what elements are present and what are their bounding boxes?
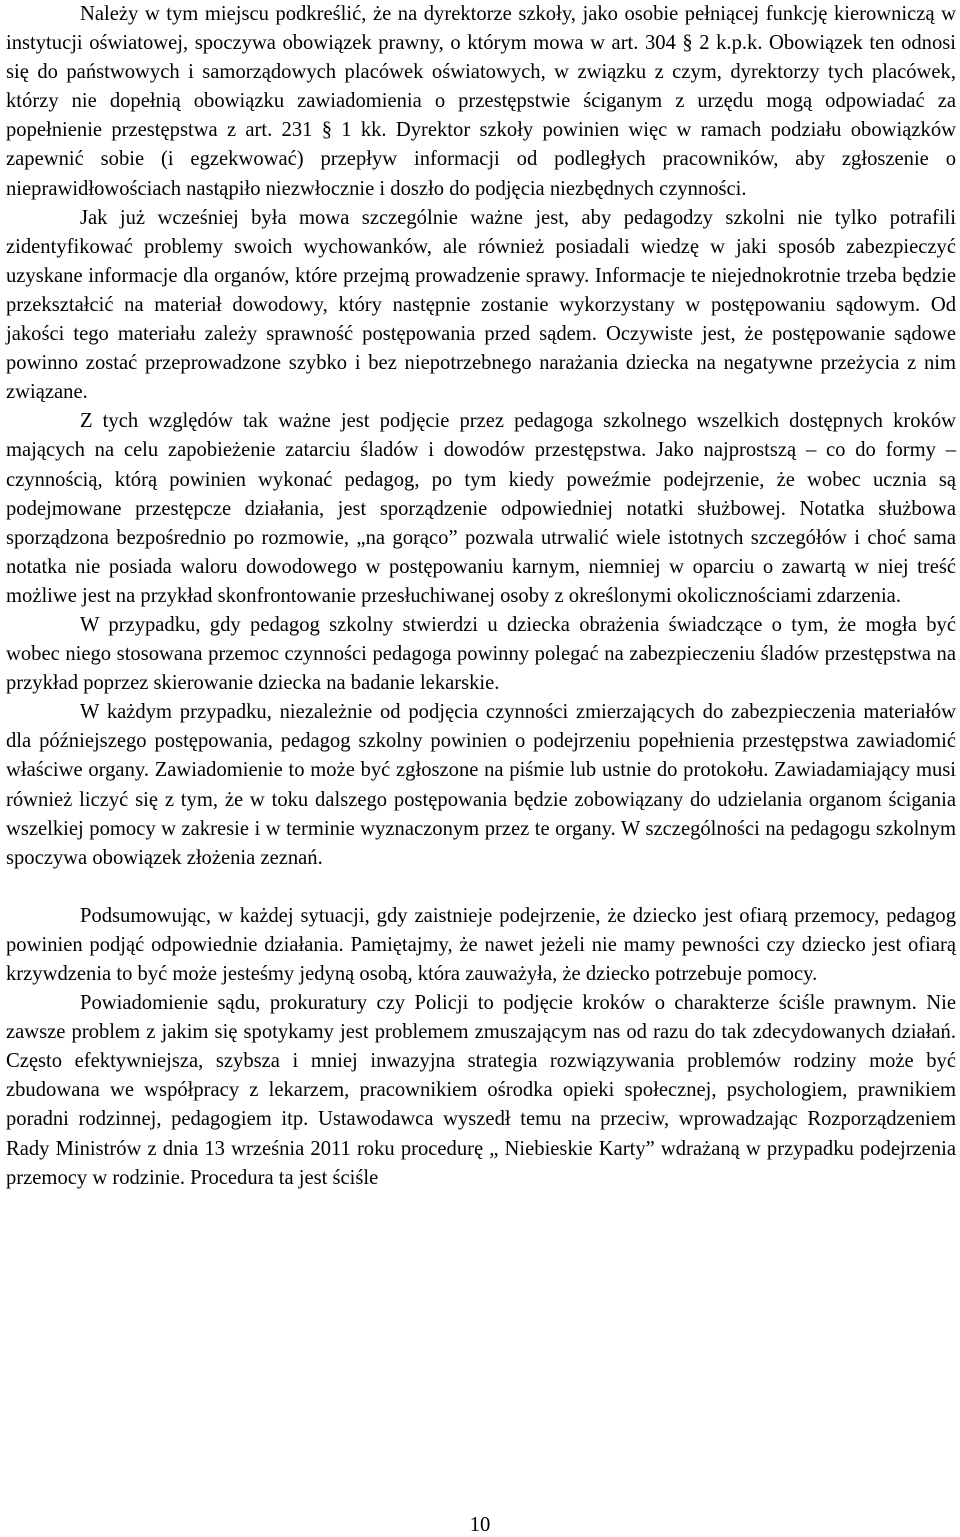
paragraph-director-obligation: Należy w tym miejscu podkreślić, że na dyrektorze szkoły, jako osobie pełniącej funkcję kierowniczą w instytucji oświatowej, spoczywa obowiązek prawny, o którym mowa w art. 304 § 2 k.p.k. Obowiązek ten odnosi się do państwowych i samorządowych placówek oświatowych, w związku z czym, dyrektorzy tych placówek, którzy nie dopełnią obowiązku zawiadomienia o przestępstwie ściganym z urzędu mogą odpowiadać za popełnienie przestępstwa z art. 231 § 1 kk. Dyrektor szkoły powinien więc w ramach podziału obowiązków zapewnić sobie (i egzekwować) przepływ informacji od podległych pracowników, aby zgłoszenie o nieprawidłowościach nastąpiło niezwłocznie i doszło do podjęcia niezbędnych czynności.: [6, 3, 956, 200]
paragraph-evidence-knowledge: Jak już wcześniej była mowa szczególnie ważne jest, aby pedagodzy szkolni nie tylko potrafili zidentyfikować problemy swoich wychowanków, ale również posiadali wiedzę w jaki sposób zabezpieczyć uzyskane informacje dla organów, które przejmą prowadzenie sprawy. Informacje te niejednokrotnie trzeba będzie przekształcić na materiał dowodowy, który następnie zostanie wykorzystany w postępowaniu sądowym. Od jakości tego materiału zależy sprawność postępowania przed sądem. Oczywiste jest, że postępowanie sądowe powinno zostać przeprowadzone szybko i bez niepotrzebnego narażania dziecka na negatywne przeżycia z nim związane.: [6, 206, 956, 404]
paragraph-injuries: W przypadku, gdy pedagog szkolny stwierdzi u dziecka obrażenia świadczące o tym, że mogła być wobec niego stosowana przemoc czynności pedagoga powinny polegać na zabezpieczeniu śladów przestępstwa na przykład poprzez skierowanie dziecka na badanie lekarskie.: [6, 613, 956, 695]
paragraph-blue-card-procedure: Powiadomienie sądu, prokuratury czy Policji to podjęcie kroków o charakterze ściśle prawnym. Nie zawsze problem z jakim się spotykamy jest problemem zmuszającym nas od razu do tak zdecydowanych działań. Często efektywniejsza, szybsza i mniej inwazyjna strategia rozwiązywania problemów rodziny może być zbudowana we współpracy z lekarzem, pracownikiem ośrodka opieki społecznej, psychologiem, prawnikiem poradni rodzinnej, pedagogiem itp. Ustawodawca wyszedł temu na przeciw, wprowadzając Rozporządzeniem Rady Ministrów z dnia 13 września 2011 roku procedurę „ Niebieskie Karty” wdrażaną w przypadku podejrzenia przemocy w rodzinie. Procedura ta jest ściśle: [6, 992, 956, 1189]
document-page: [6, 0, 956, 1193]
paragraph-notification: W każdym przypadku, niezależnie od podjęcia czynności zmierzających do zabezpieczenia materiałów dla późniejszego postępowania, pedagog szkolny powinien o podejrzeniu popełnienia przestępstwa zawiadomić właściwe organy. Zawiadomienie to może być zgłoszone na piśmie lub ustnie do protokołu. Zawiadamiający musi również liczyć się z tym, że w toku dalszego postępowania będzie zobowiązany do udzielania organom ścigania wszelkiej pomocy w zakresie i w terminie wyznaczonym przez te organy. W szczególności na pedagogu szkolnym spoczywa obowiązek złożenia zeznań.: [6, 701, 956, 869]
paragraph-official-note: Z tych względów tak ważne jest podjęcie przez pedagoga szkolnego wszelkich dostępnych kroków mających na celu zapobieżenie zatarciu śladów i dowodów przestępstwa. Jako najprostszą – co do formy – czynnością, którą powinien wykonać pedagog, po tym kiedy poweźmie podejrzenie, że wobec ucznia są podejmowane przestępcze działania, jest sporządzenie odpowiedniej notatki służbowej. Notatka służbowa sporządzona bezpośrednio po rozmowie, „na gorąco” pozwala utrwalić wiele istotnych szczegółów i choć sama notatka nie posiada waloru dowodowego w postępowaniu karnym, niemniej w oparciu o zawartą w niej treść możliwe jest na przykład skonfrontowanie przesłuchiwanej osoby z określonymi okolicznościami zdarzenia.: [6, 410, 956, 607]
paragraph-summary: Podsumowując, w każdej sytuacji, gdy zaistnieje podejrzenie, że dziecko jest ofiarą przemocy, pedagog powinien podjąć odpowiednie działania. Pamiętajmy, że nawet jeżeli nie mamy pewności czy dziecko jest ofiarą krzywdzenia to być może jesteśmy jedyną osobą, która zauważyła, że dziecko potrzebuje pomocy.: [6, 904, 956, 985]
paragraph-gap: [6, 873, 956, 902]
page-number: 10: [469, 1514, 491, 1536]
